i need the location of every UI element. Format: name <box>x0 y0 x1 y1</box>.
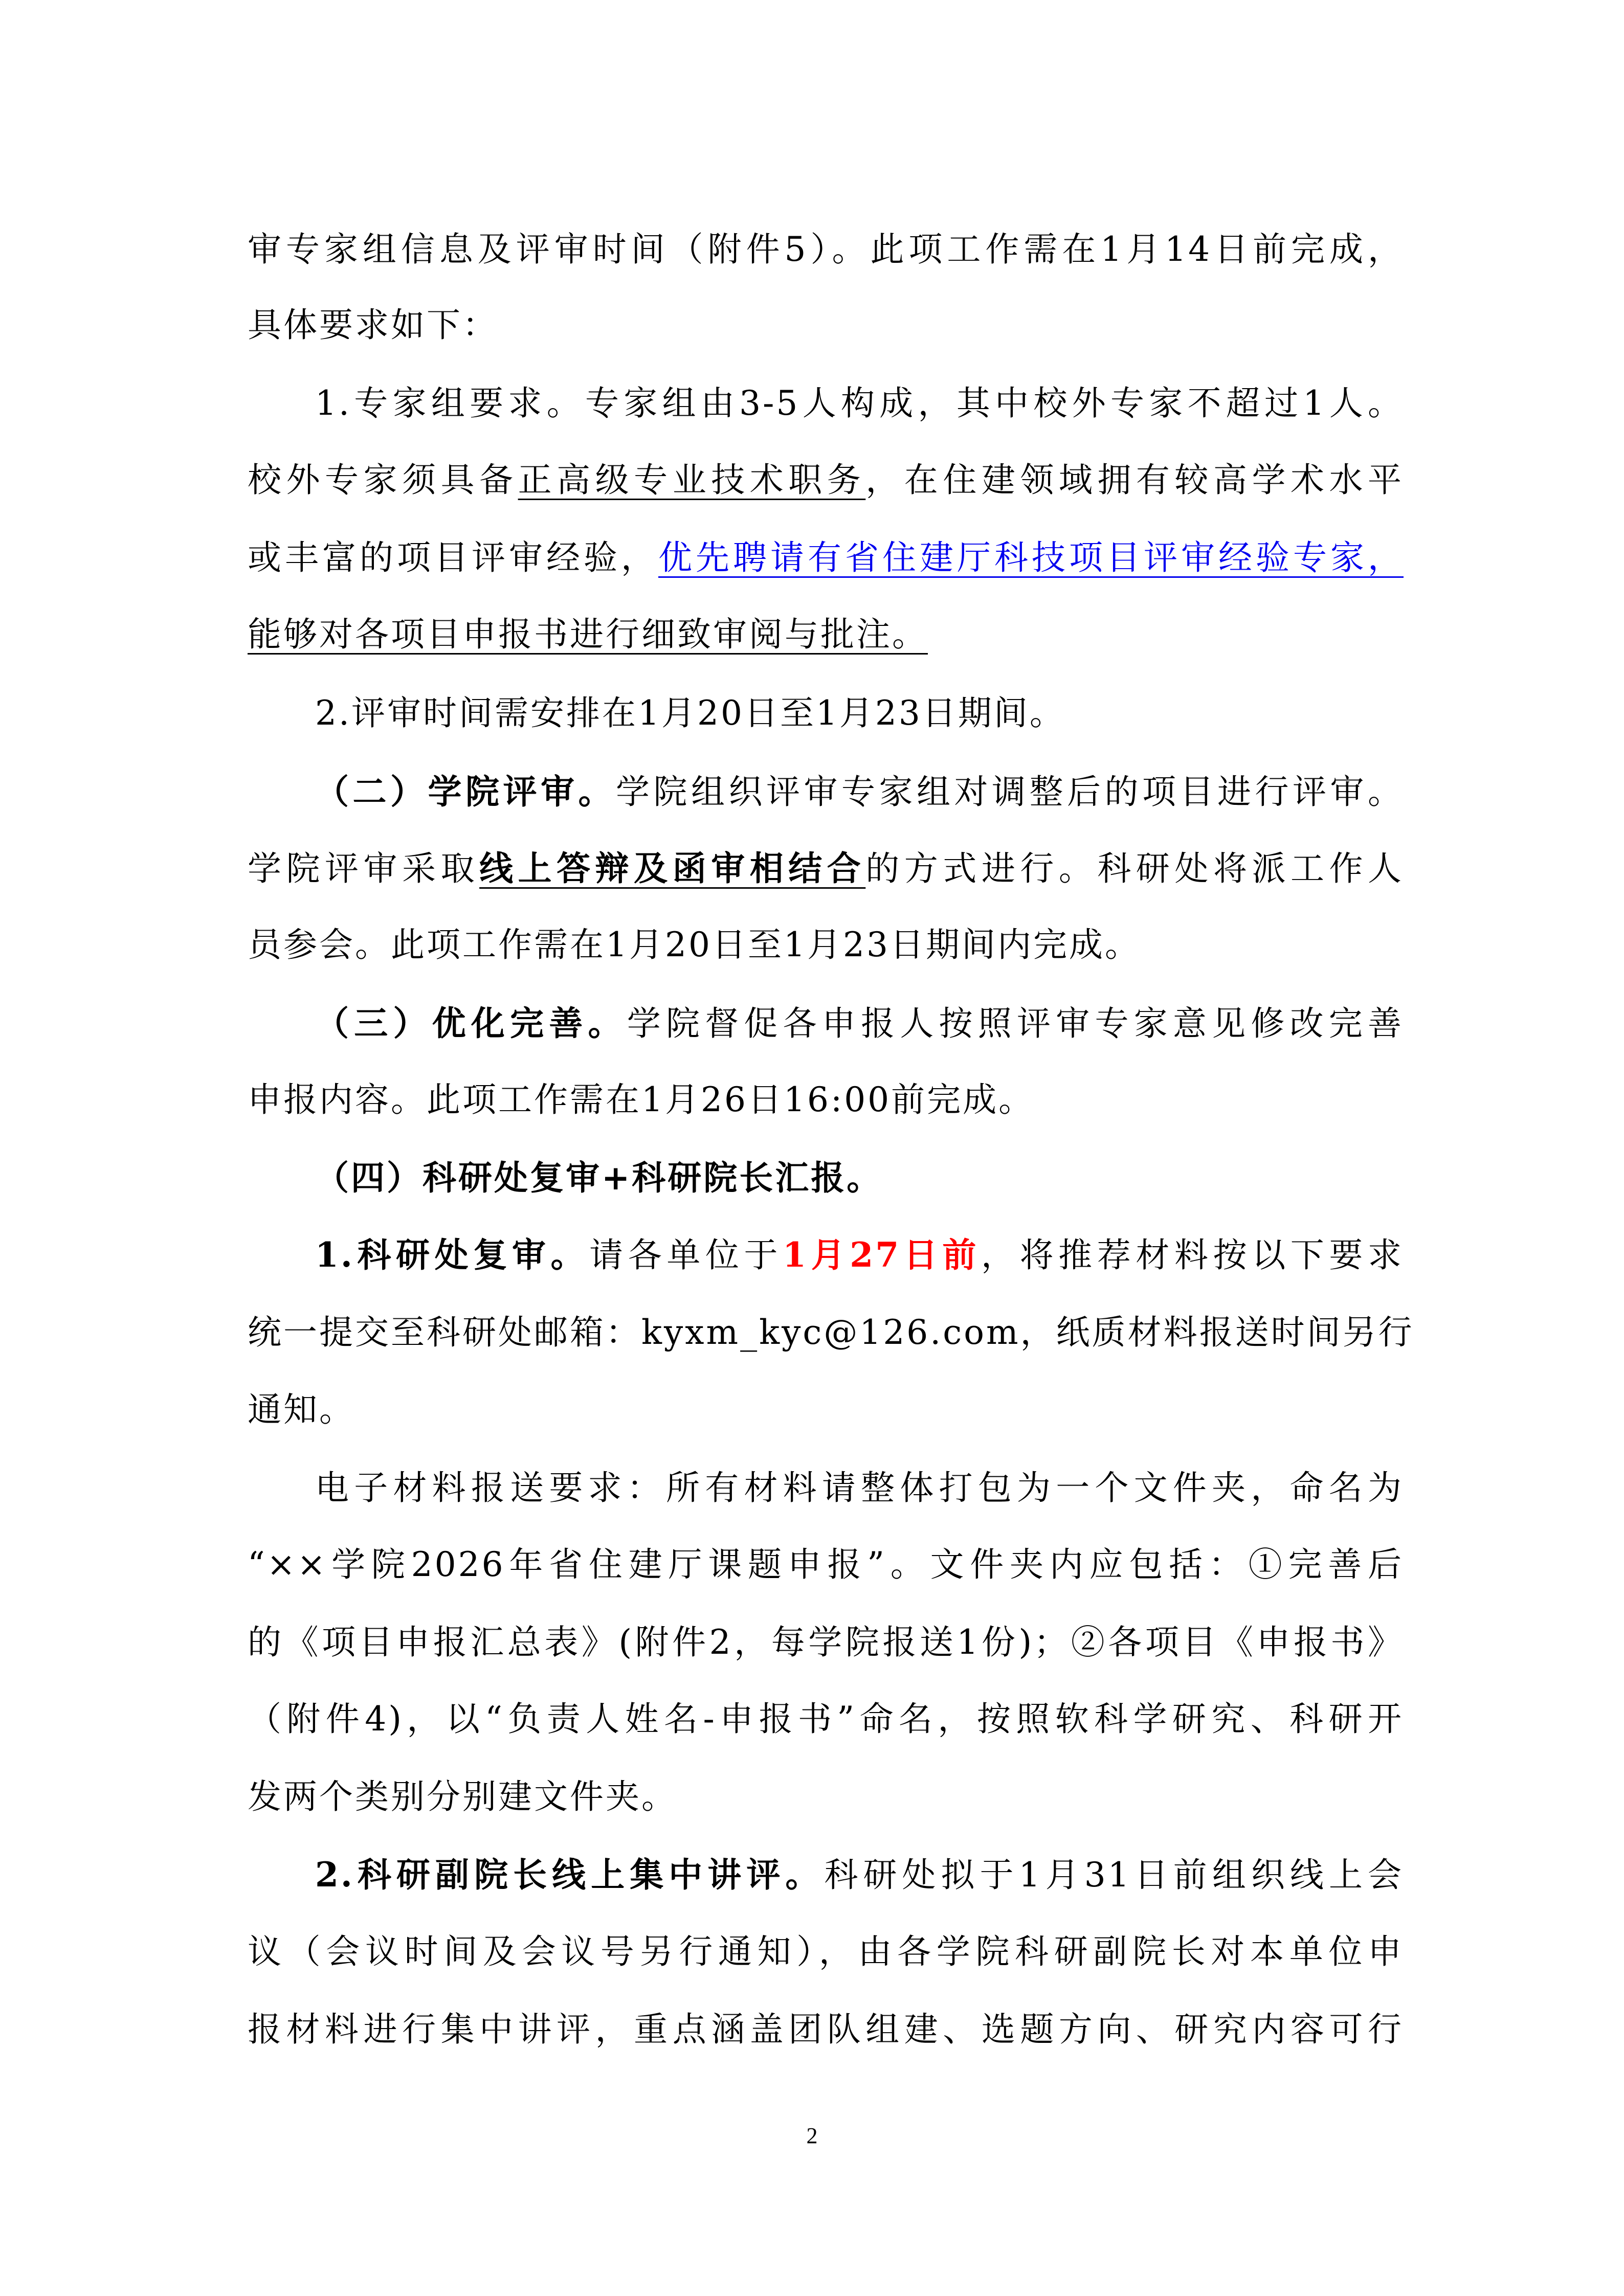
subsection-heading: 2.科研副院长线上集中讲评。 <box>315 1855 825 1895</box>
plain-text: 校外专家须具备 <box>248 460 518 500</box>
page-number: 2 <box>806 2123 818 2148</box>
plain-text: ，在住建领域拥有较高学术水平 <box>865 460 1404 500</box>
paragraph-text-line: 审专家组信息及评审时间（附件5）。此项工作需在1月14日前完成， <box>248 230 1404 269</box>
section-heading: （二）学院评审。 <box>315 772 616 812</box>
vice-dean-review-line <box>315 1855 1404 1895</box>
expert-preference-line <box>248 538 1404 577</box>
paragraph-text-line <box>248 848 1404 888</box>
paragraph-text-line: 具体要求如下： <box>248 305 498 345</box>
paragraph-text-line: （附件4)，以“负责人姓名-申报书”命名，按照软科学研究、科研开 <box>248 1699 1404 1739</box>
optimization-line <box>315 1003 1404 1043</box>
re-review-line <box>315 1235 1404 1275</box>
paragraph-text-line: 议（会议时间及会议号另行通知），由各学院科研副院长对本单位申 <box>248 1932 1404 1971</box>
paragraph-text-line <box>248 615 1404 654</box>
underlined-bold-text: 线上答辩及函审相结合 <box>479 848 866 888</box>
paragraph-text-line: “××学院2026年省住建厅课题申报”。文件夹内应包括：①完善后 <box>248 1545 1404 1584</box>
expert-group-requirement-line: 1.专家组要求。专家组由3-5人构成，其中校外专家不超过1人。 <box>315 384 1404 423</box>
college-review-line <box>315 772 1404 812</box>
expert-qualification-line <box>248 460 1404 500</box>
paragraph-text-line: 申报内容。此项工作需在1月26日16:00前完成。 <box>248 1080 1035 1119</box>
paragraph-text-line: 发两个类别分别建文件夹。 <box>248 1777 677 1816</box>
paragraph-text-line: 的《项目申报汇总表》(附件2，每学院报送1份)；②各项目《申报书》 <box>248 1623 1404 1662</box>
plain-text: 或丰富的项目评审经验， <box>248 538 658 577</box>
email-submission-line: 统一提交至科研处邮箱：kyxm_kyc@126.com，纸质材料报送时间另行 <box>248 1313 1414 1352</box>
section-heading: （四）科研处复审+科研院长汇报。 <box>315 1158 883 1198</box>
underlined-text: 正高级专业技术职务 <box>518 460 866 500</box>
underlined-text: 能够对各项目申报书进行细致审阅与批注。 <box>248 615 928 654</box>
plain-text: 的方式进行。科研处将派工作人 <box>865 849 1404 888</box>
plain-text: 学院组织评审专家组对调整后的项目进行评审。 <box>616 772 1404 812</box>
deadline-highlight: 1月27日前 <box>783 1235 981 1275</box>
paragraph-text-line: 员参会。此项工作需在1月20日至1月23日期间内完成。 <box>248 925 1141 964</box>
plain-text: 请各单位于 <box>589 1235 783 1275</box>
paragraph-text-line: 报材料进行集中讲评，重点涵盖团队组建、选题方向、研究内容可行 <box>248 2010 1404 2049</box>
paragraph-text-line: 通知。 <box>248 1390 355 1429</box>
subsection-heading: 1.科研处复审。 <box>315 1235 590 1275</box>
plain-text: 学院督促各申报人按照评审专家意见修改完善 <box>627 1004 1404 1043</box>
plain-text: 学院评审采取 <box>248 849 480 888</box>
hyperlink-text[interactable]: 优先聘请有省住建厅科技项目评审经验专家， <box>658 538 1404 577</box>
plain-text: 科研处拟于1月31日前组织线上会 <box>824 1855 1404 1895</box>
plain-text: ，将推荐材料按以下要求 <box>981 1235 1404 1275</box>
section-heading: （三）优化完善。 <box>315 1003 627 1043</box>
review-time-line: 2.评审时间需安排在1月20日至1月23日期间。 <box>315 693 1065 733</box>
material-requirement-line: 电子材料报送要求：所有材料请整体打包为一个文件夹，命名为 <box>315 1468 1404 1507</box>
